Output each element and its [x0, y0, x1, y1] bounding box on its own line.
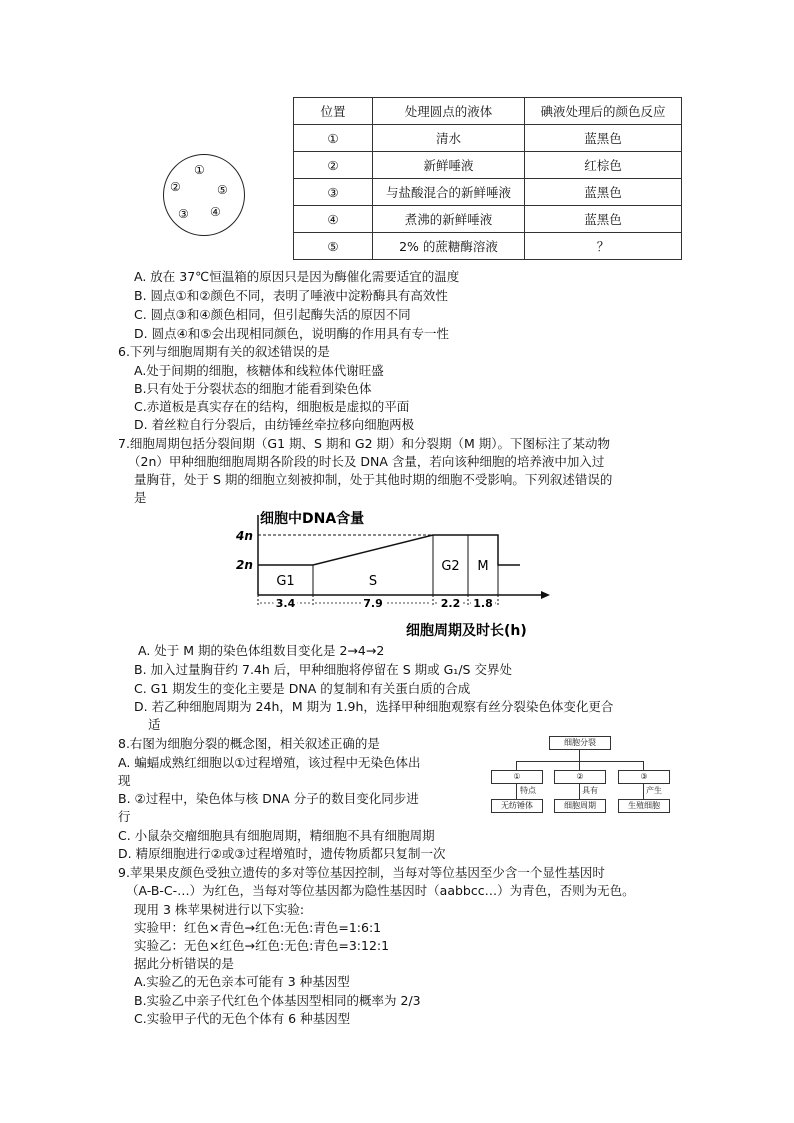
- dish-point-4: ④: [210, 205, 221, 219]
- table-cell: ？: [525, 233, 682, 260]
- q8-option-d: D. 精原细胞进行②或③过程增殖时，遗传物质都只复制一次: [118, 846, 446, 861]
- table-cell: 新鲜唾液: [373, 152, 525, 179]
- q9-option-b: B.实验乙中亲子代红色个体基因型相同的概率为 2/3: [134, 993, 421, 1008]
- q7-option-d-cont: 适: [148, 717, 161, 732]
- q7-stem-line2: （2n）甲种细胞细胞周期各阶段的时长及 DNA 含量，若向该种细胞的培养液中加入过: [128, 454, 605, 469]
- concept-leaf-3: 生殖细胞: [618, 799, 670, 813]
- q9-stem-line3: 现用 3 株苹果树进行以下实验:: [134, 902, 305, 917]
- connector: [643, 761, 644, 770]
- q9-option-a: A.实验乙的无色亲本可能有 3 种基因型: [134, 974, 350, 989]
- concept-link-3: 产生: [646, 786, 662, 795]
- concept-leaf-2: 细胞周期: [554, 799, 606, 813]
- q9-experiment-2: 实验乙：无色×红色→红色:无色:青色=3:12:1: [134, 938, 390, 953]
- dish-point-2: ②: [170, 180, 181, 194]
- table-cell: ①: [294, 125, 373, 152]
- dish-point-5: ⑤: [217, 183, 228, 197]
- table-cell: ②: [294, 152, 373, 179]
- q7-option-b: B. 加入过量胸苷约 7.4h 后，甲种细胞将停留在 S 期或 G₁/S 交界处: [134, 662, 512, 677]
- experiment-table: [293, 97, 682, 260]
- table-row: [294, 125, 682, 152]
- concept-leaf-1: 无纺锤体: [491, 799, 543, 813]
- table-cell: 清水: [373, 125, 525, 152]
- q7-stem-line1: 7.细胞周期包括分裂间期（G1 期、S 期和 G2 期）和分裂期（M 期）。下图标注了某动物: [118, 436, 611, 451]
- q9-stem-line2: （A-B-C-…）为红色，当每对等位基因都为隐性基因时（aabbcc…）为青色，否则为无色。: [126, 883, 635, 898]
- q7-option-d: D. 若乙种细胞周期为 24h，M 期为 1.9h，选择甲种细胞观察有丝分裂染色体变化更合: [134, 699, 614, 714]
- table-cell: ④: [294, 206, 373, 233]
- q6-stem: 6.下列与细胞周期有关的叙述错误的是: [118, 344, 330, 359]
- dish-point-3: ③: [178, 207, 189, 221]
- phase-label-g1: G1: [276, 574, 295, 589]
- q5-option-c: C. 圆点③和④颜色相同，但引起酶失活的原因不同: [134, 307, 411, 322]
- q8-option-a-cont: 现: [118, 773, 131, 788]
- dna-content-chart: [230, 505, 560, 645]
- concept-root: 细胞分裂: [549, 736, 611, 750]
- table-cell: 煮沸的新鲜唾液: [373, 206, 525, 233]
- y-tick-label-4n: 4n: [236, 529, 253, 543]
- x-axis-label: 细胞周期及时长(h): [406, 623, 527, 639]
- duration-label: 2.2: [440, 597, 461, 610]
- duration-label: 1.8: [473, 597, 493, 610]
- q9-stem-line4: 据此分析错误的是: [134, 956, 235, 971]
- connector: [516, 783, 517, 799]
- q8-option-b-cont: 行: [118, 809, 131, 824]
- concept-node-2: ②: [554, 770, 606, 784]
- phase-label-s: S: [368, 574, 378, 589]
- table-header-row: [294, 98, 682, 125]
- petri-dish-diagram: [163, 154, 245, 236]
- q8-stem: 8.右图为细胞分裂的概念图，相关叙述正确的是: [118, 736, 380, 751]
- q9-option-c: C.实验甲子代的无色个体有 6 种基因型: [134, 1011, 351, 1026]
- q8-option-c: C. 小鼠杂交瘤细胞具有细胞周期，精细胞不具有细胞周期: [118, 828, 435, 843]
- phase-label-m: M: [477, 559, 489, 574]
- q8-option-a: A. 蝙蝠成熟红细胞以①过程增殖，该过程中无染色体出: [118, 755, 421, 770]
- table-row: [294, 179, 682, 206]
- concept-link-1: 特点: [520, 786, 536, 795]
- q6-option-b: B.只有处于分裂状态的细胞才能看到染色体: [134, 381, 372, 396]
- connector: [579, 749, 580, 761]
- q7-stem-line3: 量胸苷，处于 S 期的细胞立刻被抑制，处于其他时期的细胞不受影响。下列叙述错误的: [134, 472, 613, 487]
- connector: [516, 761, 517, 770]
- table-row: [294, 152, 682, 179]
- table-cell: 蓝黑色: [525, 179, 682, 206]
- table-cell: ③: [294, 179, 373, 206]
- x-axis-arrow-icon: [541, 591, 550, 599]
- connector: [643, 783, 644, 799]
- q5-option-b: B. 圆点①和②颜色不同，表明了唾液中淀粉酶具有高效性: [134, 288, 448, 303]
- table-header-cell: 位置: [294, 98, 373, 125]
- table-row: [294, 206, 682, 233]
- y-tick-label-2n: 2n: [236, 558, 253, 572]
- q6-option-c: C.赤道板是真实存在的结构，细胞板是虚拟的平面: [134, 399, 410, 414]
- y-axis-label: 细胞中DNA含量: [260, 511, 365, 527]
- q7-option-a: A. 处于 M 期的染色体组数目变化是 2→4→2: [138, 643, 385, 658]
- dish-point-1: ①: [194, 163, 205, 177]
- phase-label-g2: G2: [441, 559, 460, 574]
- table-cell: 蓝黑色: [525, 206, 682, 233]
- q9-stem-line1: 9.苹果果皮颜色受独立遗传的多对等位基因控制，当每对等位基因至少含一个显性基因时: [118, 865, 605, 880]
- q8-option-b: B. ②过程中，染色体与核 DNA 分子的数目变化同步进: [118, 791, 419, 806]
- duration-label: 3.4: [275, 597, 296, 610]
- dna-plot: [258, 535, 520, 610]
- table-header-cell: 处理圆点的液体: [373, 98, 525, 125]
- q6-option-a: A.处于间期的细胞，核糖体和线粒体代谢旺盛: [134, 363, 384, 378]
- q5-option-d: D. 圆点④和⑤会出现相同颜色，说明酶的作用具有专一性: [134, 326, 449, 341]
- table-cell: 与盐酸混合的新鲜唾液: [373, 179, 525, 206]
- table-cell: ⑤: [294, 233, 373, 260]
- concept-node-3: ③: [618, 770, 670, 784]
- concept-node-1: ①: [491, 770, 543, 784]
- table-header-cell: 碘液处理后的颜色反应: [525, 98, 682, 125]
- q9-experiment-1: 实验甲：红色×青色→红色:无色:青色=1:6:1: [134, 920, 382, 935]
- duration-label: 7.9: [363, 597, 383, 610]
- table-cell: 2% 的蔗糖酶溶液: [373, 233, 525, 260]
- q7-stem-line4: 是: [134, 490, 147, 505]
- table-cell: 蓝黑色: [525, 125, 682, 152]
- q6-option-d: D. 着丝粒自行分裂后，由纺锤丝牵拉移向细胞两极: [134, 417, 415, 432]
- q7-option-c: C. G1 期发生的变化主要是 DNA 的复制和有关蛋白质的合成: [134, 681, 471, 696]
- connector: [579, 761, 580, 770]
- concept-link-2: 具有: [582, 786, 598, 795]
- table-cell: 红棕色: [525, 152, 682, 179]
- connector: [579, 783, 580, 799]
- table-row: [294, 233, 682, 260]
- q5-option-a: A. 放在 37℃恒温箱的原因只是因为酶催化需要适宜的温度: [134, 269, 460, 284]
